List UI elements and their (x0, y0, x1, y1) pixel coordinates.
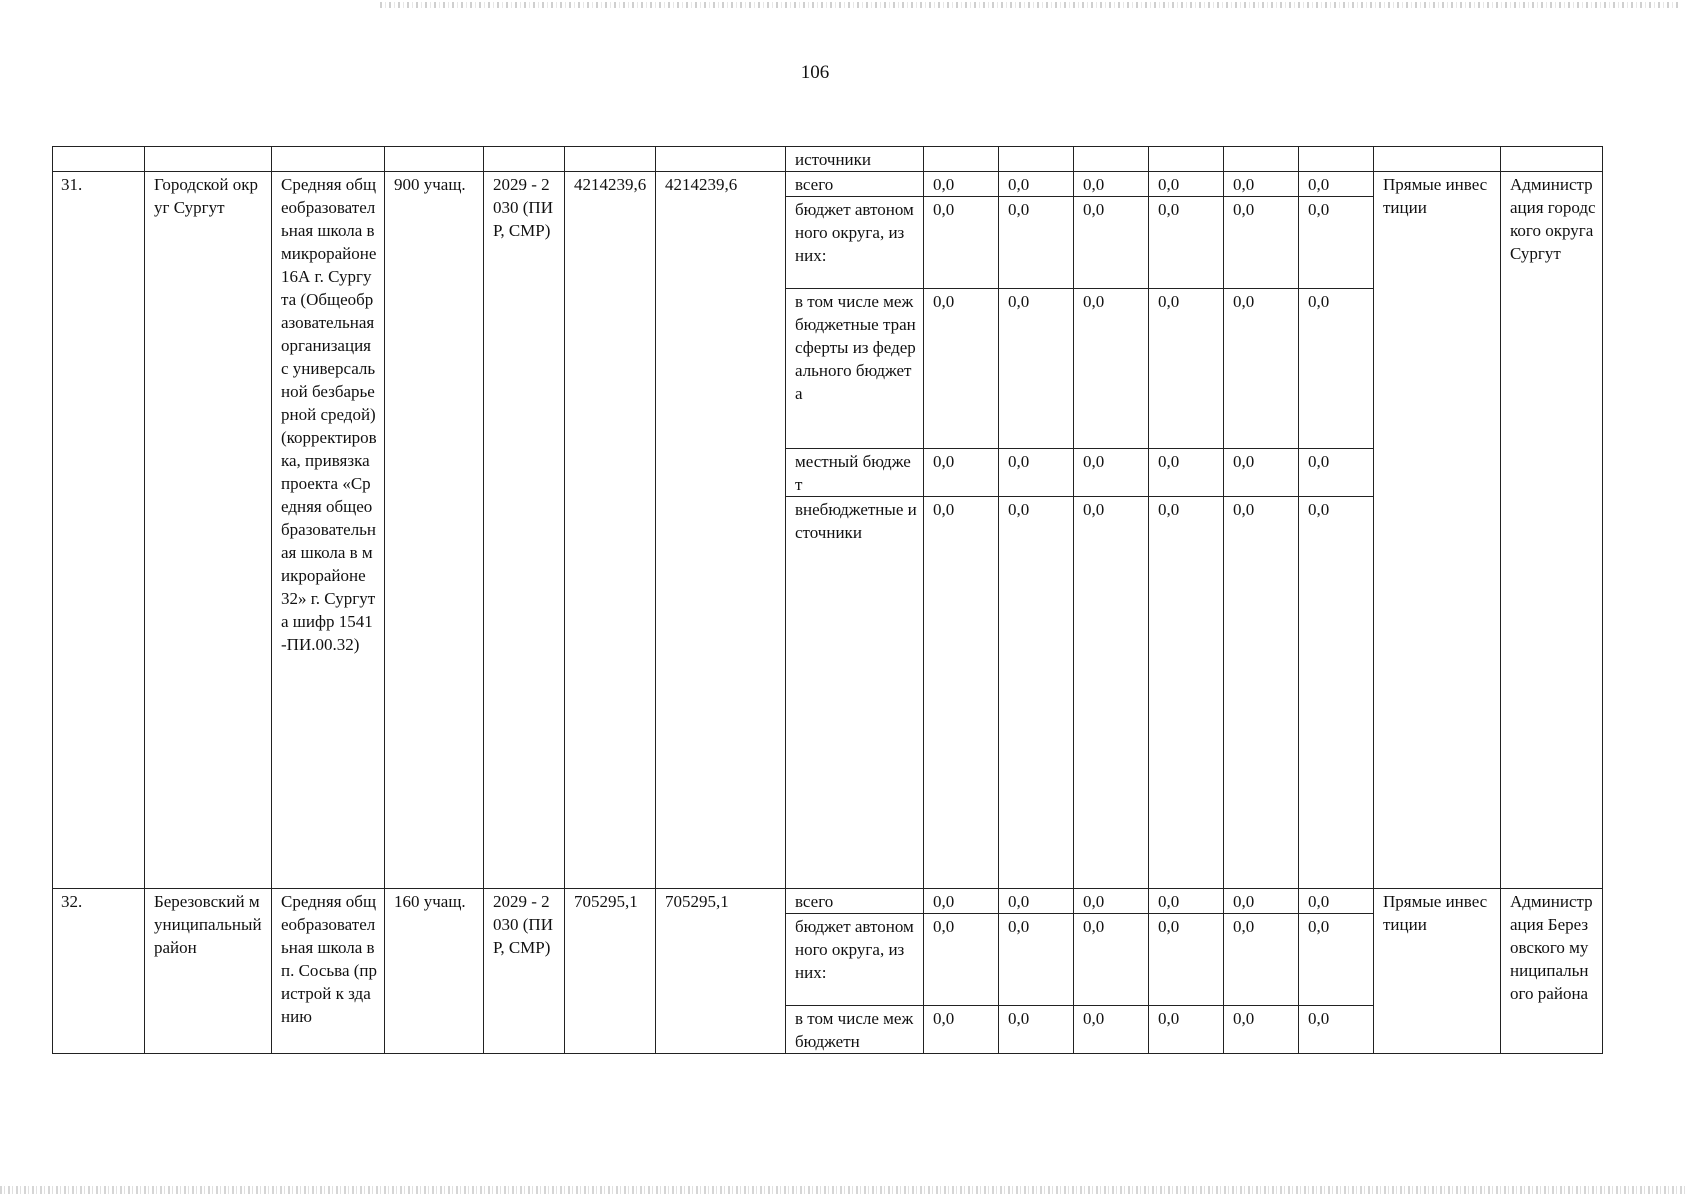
value-cell: 0,0 (1074, 197, 1149, 289)
funding-source-cell: внебюджетные источники (786, 497, 924, 889)
value-cell: 0,0 (924, 449, 999, 497)
value-cell: 0,0 (924, 289, 999, 449)
value-cell: 0,0 (1074, 1006, 1149, 1054)
page-number: 106 (800, 62, 830, 83)
row-number: 32. (53, 889, 145, 1054)
funding-source-cell: бюджет автономного округа, из них: (786, 197, 924, 289)
value-cell: 0,0 (924, 497, 999, 889)
value-cell: 0,0 (1149, 197, 1224, 289)
value-cell: 0,0 (924, 172, 999, 197)
value-cell: 0,0 (1074, 914, 1149, 1006)
investment-form-cell: Прямые инвестиции (1374, 172, 1501, 889)
value-cell: 0,0 (999, 889, 1074, 914)
remaining-cost-cell: 705295,1 (656, 889, 786, 1054)
scan-edge-bottom (0, 1186, 1686, 1194)
funding-source-cell: местный бюджет (786, 449, 924, 497)
capacity-cell: 900 учащ. (385, 172, 484, 889)
scan-edge-top (380, 2, 1680, 8)
value-cell: 0,0 (1299, 197, 1374, 289)
period-cell: 2029 - 2030 (ПИР, СМР) (484, 889, 565, 1054)
value-cell: 0,0 (1149, 449, 1224, 497)
value-cell: 0,0 (999, 914, 1074, 1006)
value-cell: 0,0 (1149, 1006, 1224, 1054)
value-cell: 0,0 (1299, 1006, 1374, 1054)
value-cell: 0,0 (1299, 172, 1374, 197)
value-cell: 0,0 (1149, 889, 1224, 914)
value-cell: 0,0 (1299, 449, 1374, 497)
value-cell: 0,0 (1299, 289, 1374, 449)
continuation-row (53, 147, 1603, 172)
value-cell: 0,0 (924, 889, 999, 914)
value-cell: 0,0 (924, 914, 999, 1006)
table-row (53, 889, 1603, 914)
estimated-cost-cell: 705295,1 (565, 889, 656, 1054)
customer-cell: Администрация Березовского муниципального района (1501, 889, 1603, 1054)
value-cell: 0,0 (1074, 889, 1149, 914)
object-name-cell: Средняя общеобразовательная школа в п. Сосьва (пристрой к зданию (272, 889, 385, 1054)
value-cell: 0,0 (999, 1006, 1074, 1054)
value-cell: 0,0 (1224, 197, 1299, 289)
table-row (53, 172, 1603, 197)
value-cell: 0,0 (1224, 497, 1299, 889)
value-cell: 0,0 (1224, 449, 1299, 497)
funding-source-cell: в том числе межбюджетные трансферты из федерального бюджета (786, 289, 924, 449)
investment-table (52, 146, 1603, 1054)
value-cell: 0,0 (999, 449, 1074, 497)
value-cell: 0,0 (1224, 172, 1299, 197)
value-cell: 0,0 (999, 197, 1074, 289)
funding-source-cell: всего (786, 172, 924, 197)
value-cell: 0,0 (1149, 172, 1224, 197)
value-cell: 0,0 (924, 197, 999, 289)
funding-source-cell: бюджет автономного округа, из них: (786, 914, 924, 1006)
value-cell: 0,0 (1224, 889, 1299, 914)
remaining-cost-cell: 4214239,6 (656, 172, 786, 889)
territory-cell: Березовский муниципальный район (145, 889, 272, 1054)
value-cell: 0,0 (1074, 497, 1149, 889)
value-cell: 0,0 (924, 1006, 999, 1054)
value-cell: 0,0 (1224, 289, 1299, 449)
customer-cell: Администрация городского округа Сургут (1501, 172, 1603, 889)
capacity-cell: 160 учащ. (385, 889, 484, 1054)
row-number: 31. (53, 172, 145, 889)
value-cell: 0,0 (1299, 889, 1374, 914)
value-cell: 0,0 (1224, 914, 1299, 1006)
value-cell: 0,0 (1299, 497, 1374, 889)
period-cell: 2029 - 2030 (ПИР, СМР) (484, 172, 565, 889)
value-cell: 0,0 (1074, 449, 1149, 497)
value-cell: 0,0 (1149, 914, 1224, 1006)
value-cell: 0,0 (1074, 289, 1149, 449)
value-cell: 0,0 (1149, 289, 1224, 449)
value-cell: 0,0 (999, 289, 1074, 449)
territory-cell: Городской округ Сургут (145, 172, 272, 889)
funding-source-cell: в том числе межбюджетн (786, 1006, 924, 1054)
funding-source-cell: источники (786, 147, 924, 172)
value-cell: 0,0 (1149, 497, 1224, 889)
value-cell: 0,0 (1299, 914, 1374, 1006)
estimated-cost-cell: 4214239,6 (565, 172, 656, 889)
value-cell: 0,0 (1074, 172, 1149, 197)
investment-form-cell: Прямые инвестиции (1374, 889, 1501, 1054)
value-cell: 0,0 (999, 172, 1074, 197)
funding-source-cell: всего (786, 889, 924, 914)
value-cell: 0,0 (1224, 1006, 1299, 1054)
value-cell: 0,0 (999, 497, 1074, 889)
object-name-cell: Средняя общеобразовательная школа в микрорайоне 16А г. Сургута (Общеобразовательная организация с универсальной безбарьерной средой) (корректировка, привязка проекта «Средняя общеобразовательная школа в микрорайоне 32» г. Сургута шифр 1541-ПИ.00.32) (272, 172, 385, 889)
